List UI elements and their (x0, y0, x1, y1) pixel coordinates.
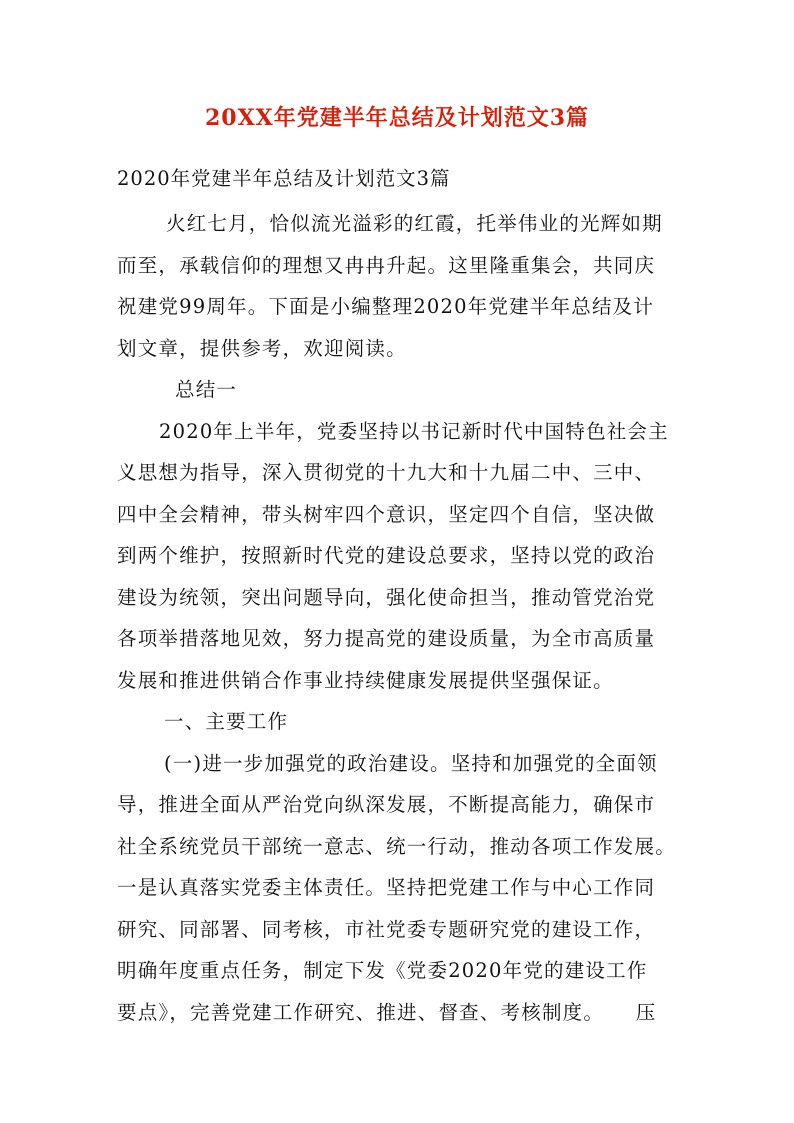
paragraph-line: 而至，承载信仰的理想又冉冉升起。这里隆重集会，共同庆 (117, 253, 656, 277)
paragraph-line: 祝建党99周年。下面是小编整理2020年党建半年总结及计 (117, 295, 655, 318)
paragraph-line: 各项举措落地见效，努力提高党的建设质量，为全市高质量 (117, 627, 656, 650)
document-title: 20XX年党建半年总结及计划范文3篇 (204, 105, 590, 131)
document-body (117, 203, 687, 1033)
paragraph-line: 火红七月，恰似流光溢彩的红霞，托举伟业的光辉如期 (166, 212, 663, 235)
paragraph-line: 建设为统领，突出问题导向，强化使命担当，推动管党治党 (117, 585, 656, 609)
paragraph-line: 研究、同部署、同考核，市社党委专题研究党的建设工作， (117, 917, 656, 941)
section-heading: 一、主要工作 (164, 710, 289, 733)
section-heading: 总结一 (175, 378, 238, 401)
paragraph-line: (一)进一步加强党的政治建设。坚持和加强党的全面领 (164, 751, 658, 775)
document-subtitle: 2020年党建半年总结及计划范文3篇 (117, 167, 451, 190)
paragraph-line: 四中全会精神，带头树牢四个意识，坚定四个自信，坚决做 (117, 502, 656, 526)
paragraph-line: 到两个维护，按照新时代党的建设总要求，坚持以党的政治 (117, 544, 656, 567)
paragraph-line: 要点》，完善党建工作研究、推进、督查、考核制度。 压 (117, 1000, 657, 1024)
paragraph-line: 2020年上半年，党委坚持以书记新时代中国特色社会主 (159, 419, 669, 443)
paragraph-line: 明确年度重点任务，制定下发《党委2020年党的建设工作 (117, 959, 648, 982)
paragraph-line: 发展和推进供销合作事业持续健康发展提供坚强保证。 (117, 668, 614, 692)
paragraph-line: 导，推进全面从严治党向纵深发展，不断提高能力，确保市 (117, 793, 656, 816)
paragraph-line: 一是认真落实党委主体责任。坚持把党建工作与中心工作同 (117, 876, 656, 899)
paragraph-line: 义思想为指导，深入贯彻党的十九大和十九届二中、三中、 (117, 461, 656, 484)
paragraph-line: 划文章，提供参考，欢迎阅读。 (117, 336, 407, 360)
paragraph-line: 社全系统党员干部统一意志、统一行动，推动各项工作发展。 (117, 834, 676, 858)
